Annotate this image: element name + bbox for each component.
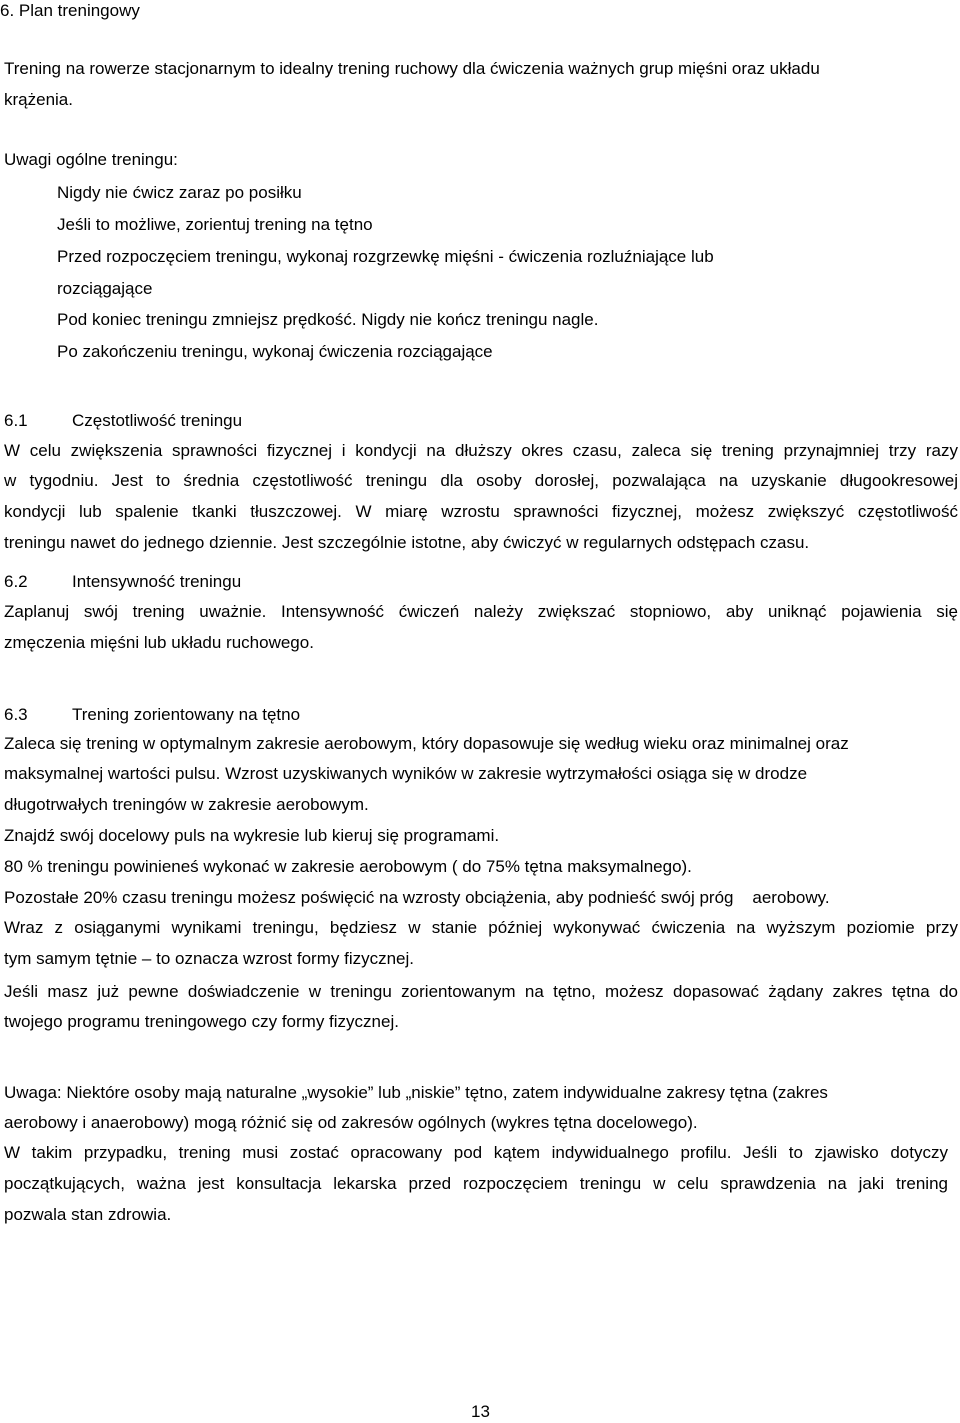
note-line: aerobowy i anaerobowy) mogą różnić się od zakresów ogólnych (wykres tętna docelowego).: [4, 1113, 698, 1132]
intro-line-1: Trening na rowerze stacjonarnym to idealny trening ruchowy dla ćwiczenia ważnych grup mięśni oraz układu: [4, 59, 820, 78]
paragraph-line: Jeśli masz już pewne doświadczenie w treningu zorientowanym na tętno, możesz dopasować żądany zakres tętna do: [4, 982, 958, 1001]
paragraph-line: zmęczenia mięśni lub układu ruchowego.: [4, 633, 314, 652]
page-number: 13: [471, 1402, 490, 1421]
paragraph-line: Zaplanuj swój trening uważnie. Intensywność ćwiczeń należy zwiększać stopniowo, aby uniknąć pojawienia się: [4, 602, 958, 621]
general-item: Nigdy nie ćwicz zaraz po posiłku: [57, 183, 302, 202]
subsection-title: Trening zorientowany na tętno: [72, 705, 301, 724]
general-item: Przed rozpoczęciem treningu, wykonaj rozgrzewkę mięśni - ćwiczenia rozluźniające lub: [57, 247, 714, 266]
intro-line-2: krążenia.: [4, 90, 73, 109]
general-item: Jeśli to możliwe, zorientuj trening na tętno: [57, 215, 373, 234]
paragraph-line: kondycji lub spalenie tkanki tłuszczowej. W miarę wzrostu sprawności fizycznej, możesz zwiększyć częstotliwość: [4, 502, 958, 521]
paragraph-line: twojego programu treningowego czy formy fizycznej.: [4, 1012, 399, 1031]
paragraph-line: Znajdź swój docelowy puls na wykresie lub kieruj się programami.: [4, 826, 500, 845]
general-item: Po zakończeniu treningu, wykonaj ćwiczenia rozciągające: [57, 342, 493, 361]
subsection-title: Częstotliwość treningu: [72, 411, 243, 430]
paragraph-line: treningu nawet do jednego dziennie. Jest szczególnie istotne, aby ćwiczyć w regularnych odstępach czasu.: [4, 533, 810, 552]
subsection-number: 6.3: [4, 705, 28, 724]
paragraph-line: 80 % treningu powinieneś wykonać w zakresie aerobowym ( do 75% tętna maksymalnego).: [4, 857, 692, 876]
subsection-number: 6.1: [4, 411, 28, 430]
paragraph-line: tym samym tętnie – to oznacza wzrost formy fizycznej.: [4, 949, 415, 968]
general-heading: Uwagi ogólne treningu:: [4, 150, 178, 169]
note-line: pozwala stan zdrowia.: [4, 1205, 172, 1224]
note-line: W takim przypadku, trening musi zostać opracowany pod kątem indywidualnego profilu. Jeśli to zjawisko dotyczy: [4, 1143, 948, 1162]
paragraph-line: W celu zwiększenia sprawności fizycznej i kondycji na dłuższy okres czasu, zaleca się trening przynajmniej trzy razy: [4, 441, 958, 460]
section-heading: 6. Plan treningowy: [0, 1, 140, 20]
note-line: Uwaga: Niektóre osoby mają naturalne „wysokie” lub „niskie” tętno, zatem indywidualne zakresy tętna (zakres: [4, 1083, 828, 1102]
paragraph-line: Wraz z osiąganymi wynikami treningu, będziesz w stanie później wykonywać ćwiczenia na wyższym poziomie przy: [4, 918, 958, 937]
paragraph-line: Zaleca się trening w optymalnym zakresie aerobowym, który dopasowuje się według wieku oraz minimalnej oraz: [4, 734, 849, 753]
general-item: Pod koniec treningu zmniejsz prędkość. Nigdy nie kończ treningu nagle.: [57, 310, 599, 329]
note-line: początkujących, ważna jest konsultacja lekarska przed rozpoczęciem treningu w celu sprawdzenia na jaki trening: [4, 1174, 948, 1193]
paragraph-line: Pozostałe 20% czasu treningu możesz poświęcić na wzrosty obciążenia, aby podnieść swój próg aerobowy.: [4, 888, 830, 907]
paragraph-line: maksymalnej wartości pulsu. Wzrost uzyskiwanych wyników w zakresie wytrzymałości osiąga się w drodze: [4, 764, 808, 783]
paragraph-line: długotrwałych treningów w zakresie aerobowym.: [4, 795, 369, 814]
paragraph-line: w tygodniu. Jest to średnia częstotliwość treningu dla osoby dorosłej, pozwalająca na uzyskanie długookresowej: [4, 471, 958, 490]
subsection-title: Intensywność treningu: [72, 572, 242, 591]
general-item: rozciągające: [57, 279, 153, 298]
subsection-number: 6.2: [4, 572, 28, 591]
